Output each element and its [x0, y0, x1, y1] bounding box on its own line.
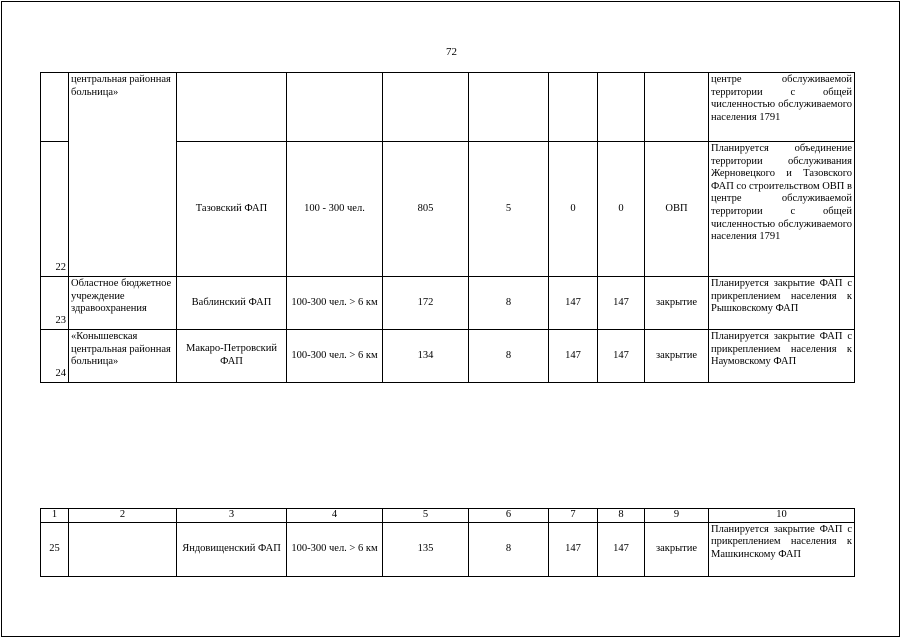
col7-cell: 0 — [549, 142, 598, 277]
action-cell — [645, 73, 709, 142]
population-cell: 100 - 300 чел. — [287, 142, 383, 277]
column-number: 6 — [469, 509, 549, 523]
table-row — [41, 73, 855, 142]
organization-cell: центральная районная больница» — [69, 73, 177, 277]
col6-cell: 5 — [469, 142, 549, 277]
col5-cell — [383, 73, 469, 142]
col8-cell: 147 — [598, 330, 645, 383]
main-table — [40, 72, 855, 383]
population-cell — [287, 73, 383, 142]
col6-cell: 8 — [469, 277, 549, 330]
note-cell: центре обслуживаемой территории с общей численностью обслуживаемого населения 1791 — [709, 73, 855, 142]
col5-cell: 172 — [383, 277, 469, 330]
column-number: 2 — [69, 509, 177, 523]
column-number: 9 — [645, 509, 709, 523]
col6-cell: 8 — [469, 330, 549, 383]
column-number: 8 — [598, 509, 645, 523]
fap-name-cell: Ваблинский ФАП — [177, 277, 287, 330]
column-number: 4 — [287, 509, 383, 523]
col7-cell: 147 — [549, 522, 598, 576]
organization-cell: «Конышевская центральная районная больница» — [69, 330, 177, 383]
note-cell: Планируется закрытие ФАП с прикреплением населения к Наумовскому ФАП — [709, 330, 855, 383]
population-cell: 100-300 чел. > 6 км — [287, 277, 383, 330]
row-number: 23 — [41, 277, 69, 330]
col6-cell: 8 — [469, 522, 549, 576]
second-table — [40, 508, 855, 577]
col8-cell: 147 — [598, 522, 645, 576]
action-cell: закрытие — [645, 522, 709, 576]
population-cell: 100-300 чел. > 6 км — [287, 522, 383, 576]
column-number: 1 — [41, 509, 69, 523]
col5-cell: 805 — [383, 142, 469, 277]
organization-cell: Областное бюджетное учреждение здравоохранения — [69, 277, 177, 330]
population-cell: 100-300 чел. > 6 км — [287, 330, 383, 383]
note-cell: Планируется закрытие ФАП с прикреплением населения к Машкинскому ФАП — [709, 522, 855, 576]
col7-cell: 147 — [549, 277, 598, 330]
action-cell: закрытие — [645, 277, 709, 330]
note-cell: Планируется закрытие ФАП с прикреплением населения к Рышковскому ФАП — [709, 277, 855, 330]
fap-name-cell: Макаро-Петровский ФАП — [177, 330, 287, 383]
col8-cell: 147 — [598, 277, 645, 330]
row-number: 25 — [41, 522, 69, 576]
col5-cell: 135 — [383, 522, 469, 576]
fap-name-cell — [177, 73, 287, 142]
column-number: 3 — [177, 509, 287, 523]
fap-name-cell: Тазовский ФАП — [177, 142, 287, 277]
col6-cell — [469, 73, 549, 142]
row-number — [41, 73, 69, 142]
table-row — [41, 522, 855, 576]
col8-cell — [598, 73, 645, 142]
action-cell: закрытие — [645, 330, 709, 383]
column-number-header — [41, 509, 855, 523]
col5-cell: 134 — [383, 330, 469, 383]
col7-cell: 147 — [549, 330, 598, 383]
fap-name-cell: Яндовищенский ФАП — [177, 522, 287, 576]
col7-cell — [549, 73, 598, 142]
note-cell: Планируется объединение территории обслуживания Жерновецкого и Тазовского ФАП со строительством ОВП в центре обслуживаемой территории с общей численностью обслуживаемого населения 1791 — [709, 142, 855, 277]
column-number: 7 — [549, 509, 598, 523]
column-number: 5 — [383, 509, 469, 523]
row-number: 24 — [41, 330, 69, 383]
row-number: 22 — [41, 142, 69, 277]
organization-cell — [69, 522, 177, 576]
page-number: 72 — [446, 46, 457, 58]
action-cell: ОВП — [645, 142, 709, 277]
table-row — [41, 277, 855, 330]
table-row — [41, 330, 855, 383]
column-number: 10 — [709, 509, 855, 523]
col8-cell: 0 — [598, 142, 645, 277]
